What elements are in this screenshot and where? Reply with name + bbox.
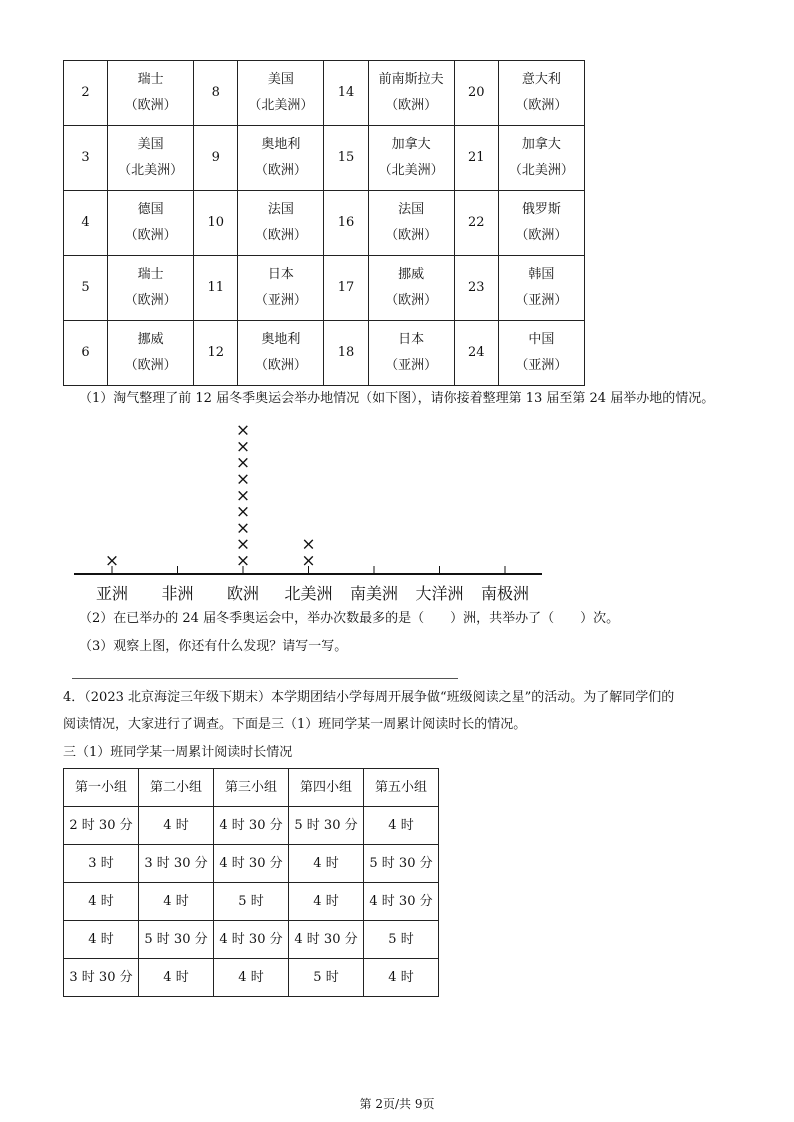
reading-time-cell: 5 时 30 分 xyxy=(364,845,439,883)
edition-number: 23 xyxy=(454,256,498,321)
reading-table-row xyxy=(64,959,439,997)
edition-number: 18 xyxy=(324,321,368,386)
host-country: 韩国 xyxy=(528,267,555,282)
category-label: 南极洲 xyxy=(480,584,530,603)
host-continent: （欧洲） xyxy=(385,98,438,113)
host-place-cell xyxy=(498,61,584,126)
edition-number: 4 xyxy=(64,191,108,256)
host-continent: （亚洲） xyxy=(254,293,307,308)
reading-time-cell: 4 时 xyxy=(214,959,289,997)
host-country: 日本 xyxy=(267,267,294,282)
host-country: 中国 xyxy=(528,332,555,347)
reading-time-cell: 4 时 30 分 xyxy=(364,883,439,921)
host-continent: （欧洲） xyxy=(124,98,177,113)
q3-part3: （3）观察上图，你还有什么发现？请写一写。 xyxy=(79,639,348,654)
q4-intro-line2: 阅读情况，大家进行了调查。下面是三（1）班同学某一周累计阅读时长的情况。 xyxy=(63,717,527,732)
edition-number: 6 xyxy=(64,321,108,386)
host-table-row xyxy=(64,61,585,126)
host-place-cell xyxy=(238,321,324,386)
host-place-cell xyxy=(368,191,454,256)
host-continent-dot-plot xyxy=(0,410,794,610)
host-country: 德国 xyxy=(137,202,164,217)
reading-table-header: 第一小组 xyxy=(64,769,139,807)
reading-time-cell: 5 时 xyxy=(214,883,289,921)
host-country: 奥地利 xyxy=(261,137,301,152)
category-label: 欧洲 xyxy=(226,584,260,603)
reading-time-cell: 4 时 xyxy=(364,959,439,997)
category-label: 大洋洲 xyxy=(415,584,464,603)
host-table-row xyxy=(64,256,585,321)
reading-time-cell: 4 时 xyxy=(364,807,439,845)
reading-time-cell: 4 时 xyxy=(289,883,364,921)
host-place-cell xyxy=(368,321,454,386)
host-place-cell xyxy=(368,256,454,321)
host-continent: （欧洲） xyxy=(254,163,307,178)
edition-number: 24 xyxy=(454,321,498,386)
reading-table-header: 第三小组 xyxy=(214,769,289,807)
host-country: 俄罗斯 xyxy=(521,202,561,217)
category-label: 非洲 xyxy=(161,584,194,603)
host-continent: （欧洲） xyxy=(385,228,438,243)
edition-number: 22 xyxy=(454,191,498,256)
host-country: 挪威 xyxy=(398,267,425,282)
edition-number: 16 xyxy=(324,191,368,256)
reading-time-cell: 5 时 30 分 xyxy=(289,807,364,845)
host-place-cell xyxy=(498,126,584,191)
host-place-cell xyxy=(108,61,194,126)
reading-table-header: 第四小组 xyxy=(289,769,364,807)
host-place-cell xyxy=(108,321,194,386)
reading-time-cell: 4 时 30 分 xyxy=(289,921,364,959)
host-country: 美国 xyxy=(137,137,164,152)
edition-number: 9 xyxy=(194,126,238,191)
dot-marker: × xyxy=(235,420,251,441)
edition-number: 17 xyxy=(324,256,368,321)
edition-number: 5 xyxy=(64,256,108,321)
q3-part1: （1）淘气整理了前 12 届冬季奥运会举办地情况（如下图），请你接着整理第 13 届至第 24 届举办地的情况。 xyxy=(79,391,715,406)
host-table-row xyxy=(64,321,585,386)
host-country: 加拿大 xyxy=(521,137,561,152)
host-continent: （欧洲） xyxy=(124,358,177,373)
edition-number: 2 xyxy=(64,61,108,126)
host-place-cell xyxy=(238,191,324,256)
edition-number: 15 xyxy=(324,126,368,191)
host-country: 瑞士 xyxy=(137,267,164,282)
host-country: 加拿大 xyxy=(391,137,431,152)
host-place-cell xyxy=(368,61,454,126)
reading-time-cell: 4 时 xyxy=(139,959,214,997)
host-continent: （欧洲） xyxy=(254,228,307,243)
reading-time-cell: 5 时 xyxy=(364,921,439,959)
edition-number: 8 xyxy=(194,61,238,126)
host-place-cell xyxy=(238,61,324,126)
dot-marker: × xyxy=(235,436,251,457)
dot-marker: × xyxy=(301,534,316,555)
host-country: 美国 xyxy=(267,72,294,87)
reading-time-cell: 4 时 30 分 xyxy=(214,807,289,845)
host-continent: （北美洲） xyxy=(378,163,444,178)
category-label: 南美洲 xyxy=(349,584,399,603)
q3-part2: （2）在已举办的 24 届冬季奥运会中，举办次数最多的是（ ）洲，共举办了（ ）次。 xyxy=(79,611,620,626)
edition-number: 21 xyxy=(454,126,498,191)
host-place-cell xyxy=(108,256,194,321)
reading-table-row xyxy=(64,883,439,921)
reading-table-row xyxy=(64,845,439,883)
host-country: 瑞士 xyxy=(137,72,164,87)
host-continent: （亚洲） xyxy=(515,293,568,308)
host-country: 挪威 xyxy=(137,332,164,347)
dot-marker: × xyxy=(235,551,251,571)
host-place-cell xyxy=(238,256,324,321)
host-place-cell xyxy=(368,126,454,191)
reading-time-cell: 4 时 xyxy=(289,845,364,883)
edition-number: 14 xyxy=(324,61,368,126)
host-place-cell xyxy=(498,256,584,321)
host-continent: （亚洲） xyxy=(385,358,438,373)
reading-time-cell: 3 时 xyxy=(64,845,139,883)
host-continent: （欧洲） xyxy=(124,293,177,308)
reading-time-cell: 4 时 30 分 xyxy=(214,845,289,883)
page-number: 第 2页/共 9页 xyxy=(359,1097,435,1111)
q4-intro-line1: 4．（2023 北京海淀三年级下期末）本学期团结小学每周开展争做“班级阅读之星”的活动。为了解同学们的 xyxy=(63,690,675,705)
host-continent: （欧洲） xyxy=(515,98,568,113)
host-place-cell xyxy=(498,321,584,386)
reading-table-row xyxy=(64,921,439,959)
dot-marker: × xyxy=(235,502,251,523)
host-table-row xyxy=(64,126,585,191)
category-label: 北美洲 xyxy=(284,584,333,603)
reading-time-cell: 4 时 xyxy=(139,883,214,921)
reading-time-cell: 5 时 30 分 xyxy=(139,921,214,959)
host-country: 法国 xyxy=(267,202,294,217)
host-place-cell xyxy=(238,126,324,191)
reading-time-cell: 5 时 xyxy=(289,959,364,997)
dot-marker: × xyxy=(235,485,251,506)
edition-number: 10 xyxy=(194,191,238,256)
category-label: 亚洲 xyxy=(95,584,129,603)
dot-marker: × xyxy=(104,551,120,571)
dot-marker: × xyxy=(301,551,316,571)
host-continent: （北美洲） xyxy=(248,98,314,113)
host-place-cell xyxy=(498,191,584,256)
edition-number: 11 xyxy=(194,256,238,321)
host-continent: （亚洲） xyxy=(515,358,568,373)
host-place-cell xyxy=(108,191,194,256)
reading-time-cell: 4 时 xyxy=(64,883,139,921)
reading-time-cell: 4 时 xyxy=(64,921,139,959)
reading-table-header: 第二小组 xyxy=(139,769,214,807)
reading-table-header: 第五小组 xyxy=(364,769,439,807)
host-country: 法国 xyxy=(398,202,425,217)
dot-marker: × xyxy=(235,534,251,555)
edition-number: 3 xyxy=(64,126,108,191)
host-country: 意大利 xyxy=(521,72,561,87)
reading-time-cell: 3 时 30 分 xyxy=(64,959,139,997)
dot-marker: × xyxy=(235,469,251,490)
reading-time-cell: 2 时 30 分 xyxy=(64,807,139,845)
reading-time-cell: 3 时 30 分 xyxy=(139,845,214,883)
host-continent: （欧洲） xyxy=(254,358,307,373)
host-table-row xyxy=(64,191,585,256)
host-continent: （北美洲） xyxy=(118,163,184,178)
answer-line xyxy=(72,678,458,679)
host-continent: （欧洲） xyxy=(515,228,568,243)
reading-time-cell: 4 时 30 分 xyxy=(214,921,289,959)
host-country: 奥地利 xyxy=(261,332,301,347)
reading-table-row xyxy=(64,807,439,845)
host-city-table xyxy=(63,60,585,386)
dot-marker: × xyxy=(235,453,251,474)
host-country: 日本 xyxy=(398,332,425,347)
reading-table-caption: 三（1）班同学某一周累计阅读时长情况 xyxy=(63,745,293,760)
dot-marker: × xyxy=(235,518,251,539)
host-continent: （欧洲） xyxy=(385,293,438,308)
edition-number: 12 xyxy=(194,321,238,386)
edition-number: 20 xyxy=(454,61,498,126)
reading-time-table xyxy=(63,768,439,997)
host-place-cell xyxy=(108,126,194,191)
host-country: 前南斯拉夫 xyxy=(378,72,444,87)
host-continent: （欧洲） xyxy=(124,228,177,243)
reading-time-cell: 4 时 xyxy=(139,807,214,845)
host-continent: （北美洲） xyxy=(508,163,574,178)
